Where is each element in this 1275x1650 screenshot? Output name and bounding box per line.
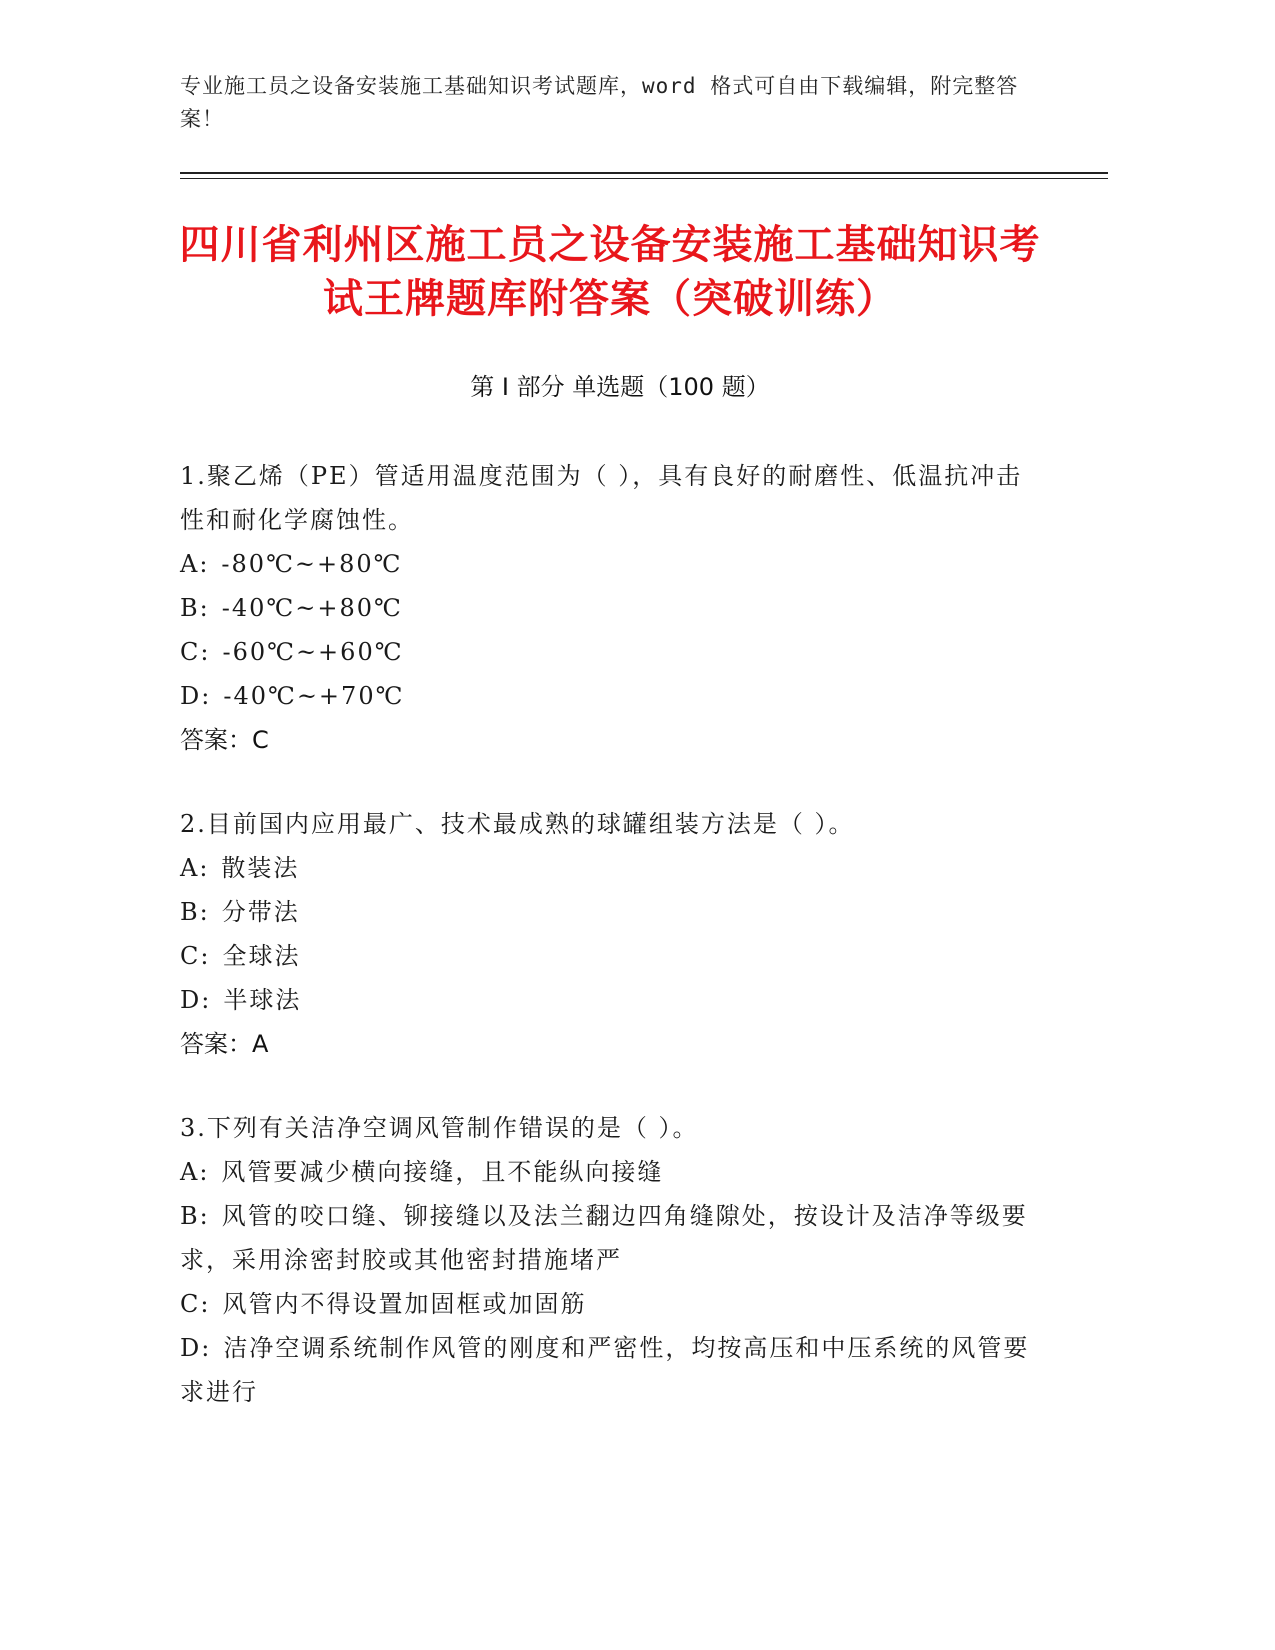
option-a [180,542,1040,586]
option-key: C: [180,638,211,666]
option-key: C: [180,1290,211,1318]
option-text: 洁净空调系统制作风管的刚度和严密性，均按高压和中压系统的风管要求进行 [180,1334,1030,1406]
option-text: -40℃~+80℃ [221,594,403,622]
option-a [180,846,1040,890]
option-c [180,934,1040,978]
option-key: B: [180,1202,210,1230]
option-key: A: [180,550,210,578]
option-text: 分带法 [221,898,300,926]
question-2 [180,802,1040,1066]
question-stem: 1.聚乙烯（PE）管适用温度范围为（ ），具有良好的耐磨性、低温抗冲击性和耐化学腐蚀性。 [180,462,1023,534]
option-key: C: [180,942,211,970]
option-text: -80℃~+80℃ [221,550,403,578]
option-text: 全球法 [222,942,301,970]
option-key: A: [180,1158,210,1186]
option-text: 风管的咬口缝、铆接缝以及法兰翻边四角缝隙处，按设计及洁净等级要求，采用涂密封胶或其他密封措施堵严 [180,1202,1028,1274]
option-d [180,978,1040,1022]
option-key: B: [180,898,210,926]
option-c [180,1282,1040,1326]
question-3 [180,1106,1040,1414]
question-1 [180,454,1040,762]
document-title: 四川省利州区施工员之设备安装施工基础知识考试王牌题库附答案（突破训练） [179,222,1041,322]
answer-line: 答案：A [180,1030,269,1058]
option-key: D: [180,1334,212,1362]
header-divider-thin [180,178,1108,179]
option-d [180,1326,1040,1414]
option-text: -40℃~+70℃ [223,682,405,710]
option-key: B: [180,594,210,622]
option-b [180,1194,1040,1282]
option-key: D: [180,986,212,1014]
section-title: 第 I 部分 单选题（100 题） [470,373,770,401]
option-a [180,1150,1040,1194]
option-text: 风管要减少横向接缝，且不能纵向接缝 [221,1158,664,1186]
header-divider [180,172,1108,174]
question-stem: 2.目前国内应用最广、技术最成熟的球罐组装方法是（ ）。 [180,810,855,838]
option-text: 风管内不得设置加固框或加固筋 [222,1290,587,1318]
option-key: A: [180,854,210,882]
question-list [180,454,1040,1454]
question-stem: 3.下列有关洁净空调风管制作错误的是（ ）。 [180,1114,699,1142]
option-text: 散装法 [221,854,300,882]
option-text: 半球法 [223,986,302,1014]
option-b [180,586,1040,630]
option-text: -60℃~+60℃ [222,638,404,666]
option-b [180,890,1040,934]
header-note: 专业施工员之设备安装施工基础知识考试题库，word 格式可自由下载编辑，附完整答案！ [180,74,1019,131]
option-d [180,674,1040,718]
answer-line: 答案：C [180,726,269,754]
option-key: D: [180,682,212,710]
option-c [180,630,1040,674]
